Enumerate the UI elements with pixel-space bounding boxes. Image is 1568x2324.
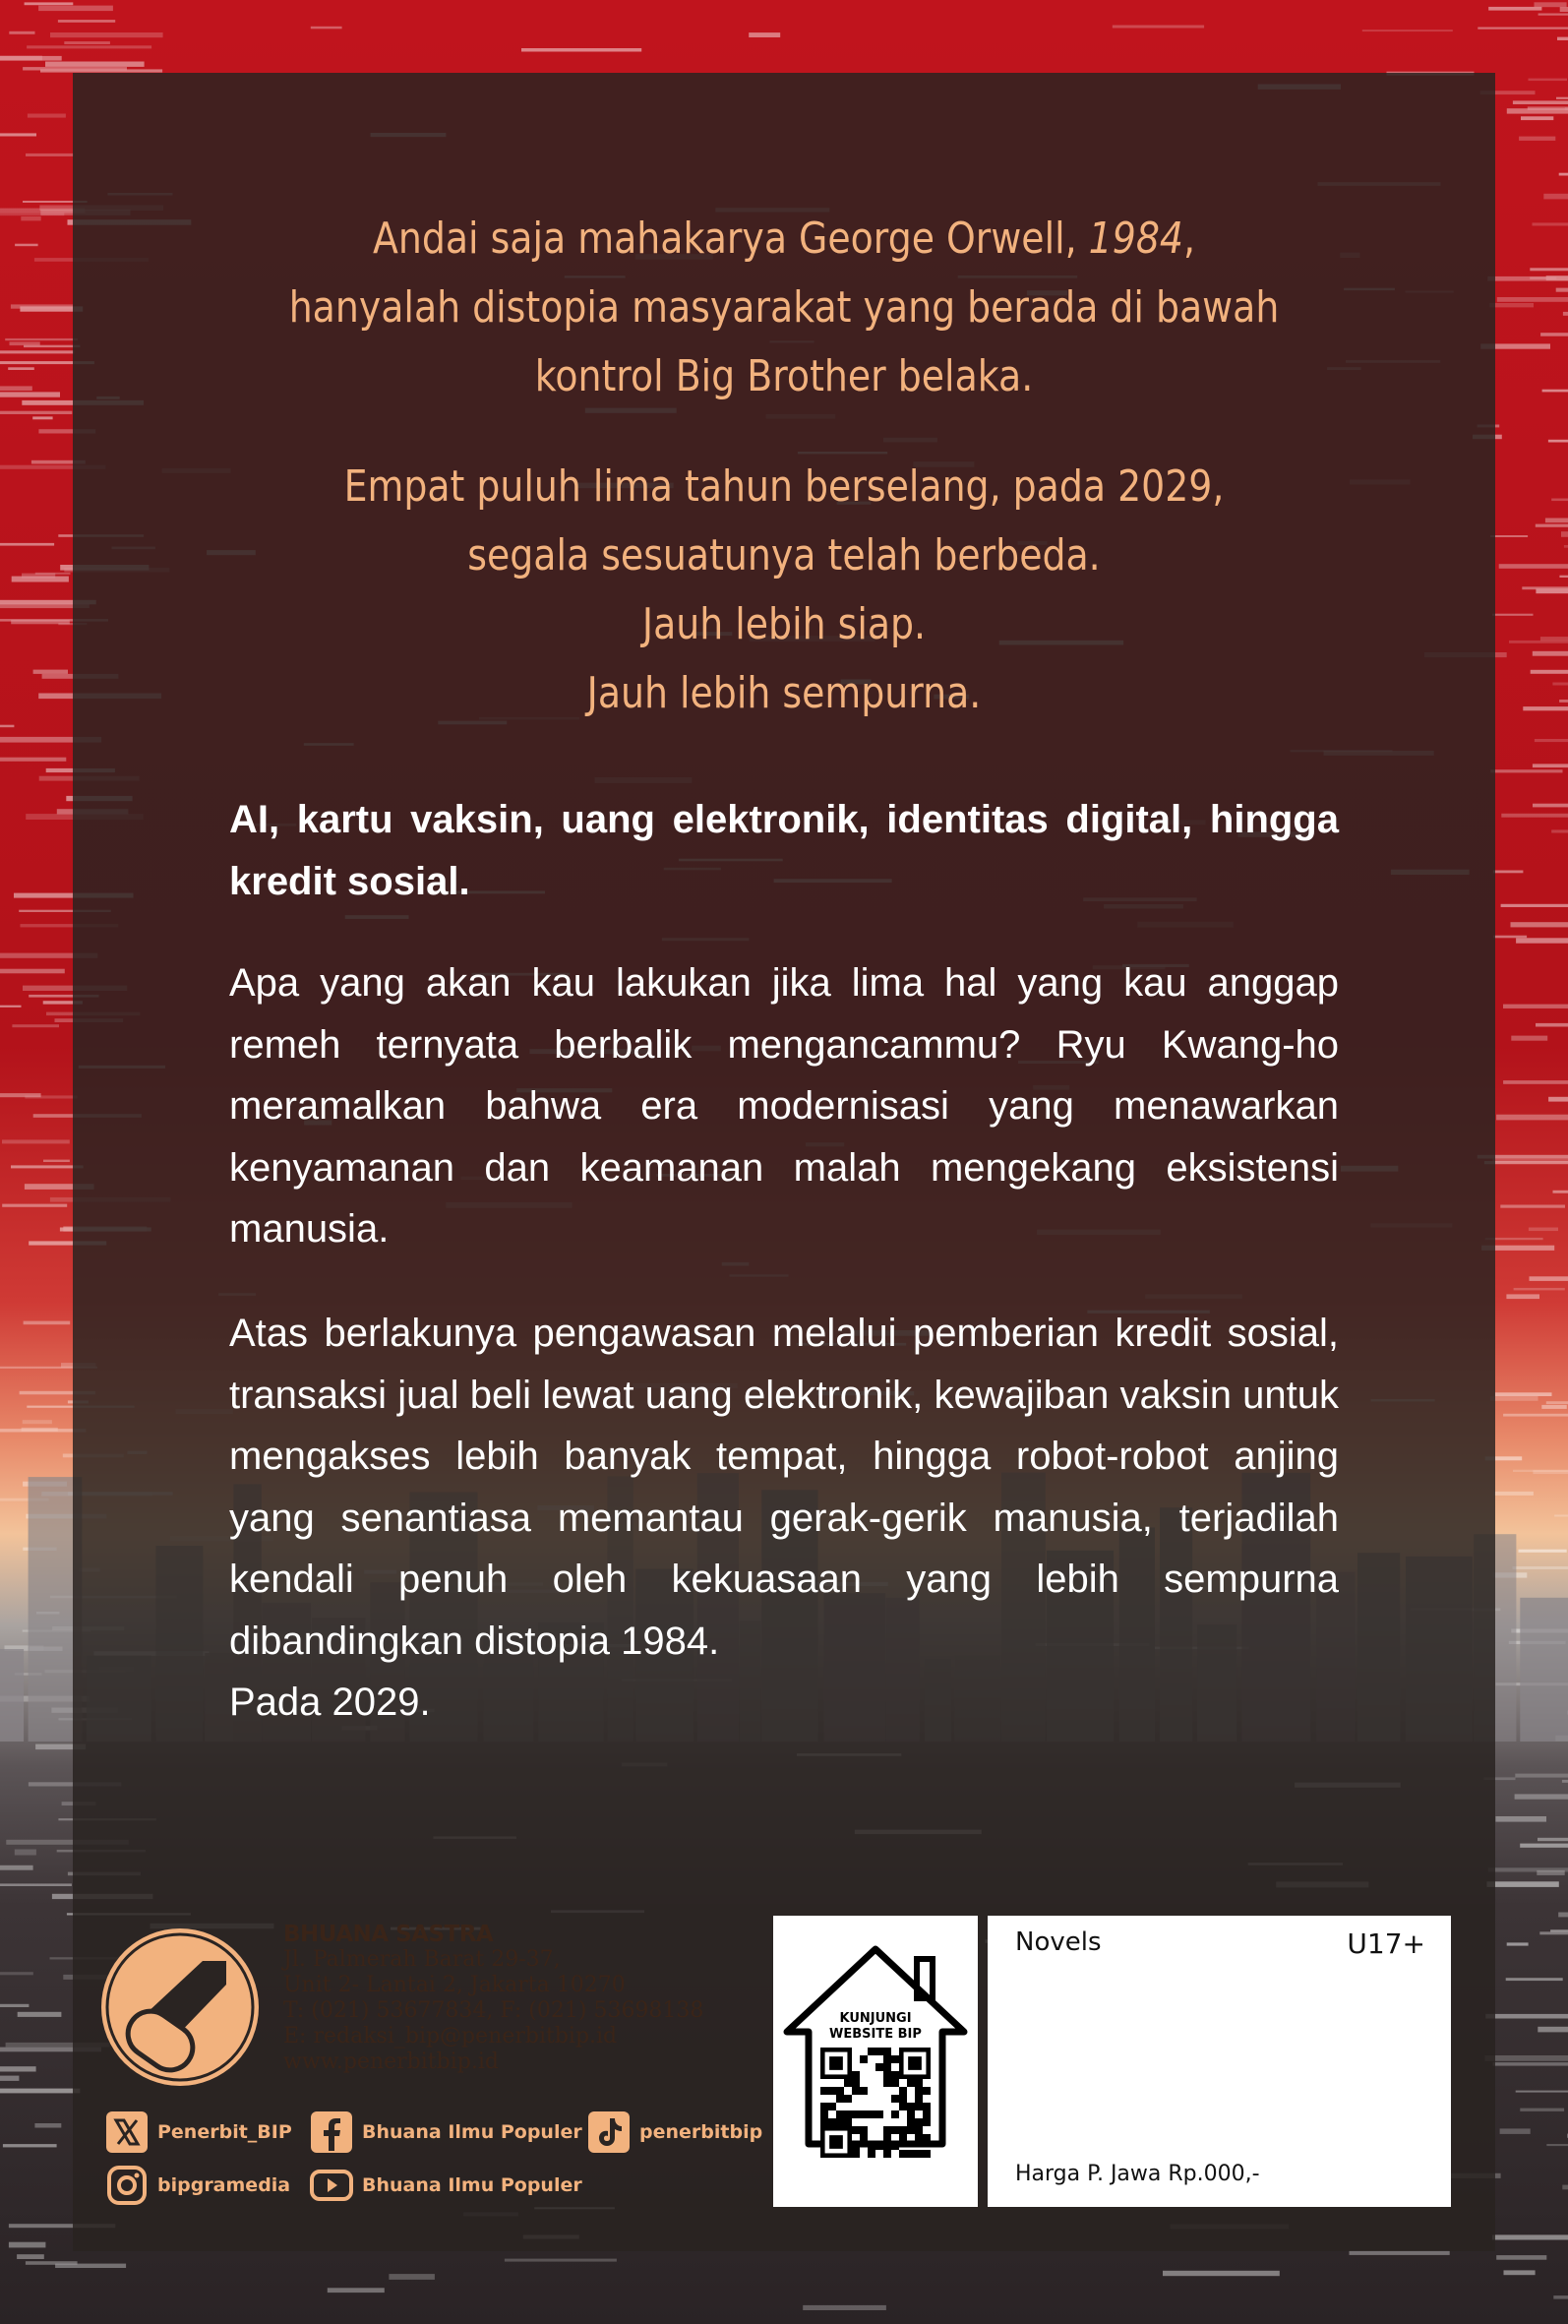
water-streak (0, 133, 36, 136)
water-streak (1519, 1550, 1567, 1553)
water-streak (1484, 2055, 1568, 2061)
water-streak (2, 1139, 70, 1143)
social-facebook-handle: Bhuana Ilmu Populer (362, 2121, 582, 2143)
social-youtube-handle: Bhuana Ilmu Populer (362, 2174, 582, 2196)
water-streak (1500, 2128, 1531, 2134)
water-streak (23, 1420, 52, 1424)
water-streak (1489, 303, 1534, 307)
water-streak (1521, 116, 1553, 120)
water-streak (1504, 2270, 1536, 2275)
intro-line-1a: Andai saja mahakarya George Orwell, (372, 214, 1089, 264)
water-streak (0, 2076, 19, 2081)
tiktok-icon (586, 2110, 632, 2155)
water-streak (1551, 829, 1568, 832)
water-streak (1511, 922, 1568, 927)
social-facebook[interactable] (309, 2110, 582, 2155)
water-streak (1163, 2271, 1280, 2276)
water-streak (1516, 938, 1568, 943)
water-streak (1536, 524, 1568, 527)
water-streak (1503, 1080, 1568, 1084)
water-streak (0, 386, 32, 391)
water-streak (1530, 268, 1568, 271)
water-streak (28, 114, 66, 118)
synopsis-text-1: Apa yang akan kau lakukan jika lima hal yang kau anggap remeh ternyata berbalik mengancammu? Ryu Kwang-ho meramalkan bahwa era modernisasi yang menawarkan kenyamanan dan keamanan malah mengekang eksistensi manusia. (229, 961, 1339, 1251)
water-streak (55, 2264, 126, 2268)
water-streak (25, 1095, 77, 1098)
water-streak (1506, 1294, 1539, 1299)
water-streak (1562, 2185, 1568, 2190)
water-streak (1113, 26, 1204, 29)
water-streak (1538, 14, 1568, 16)
social-instagram[interactable] (104, 2163, 290, 2208)
water-streak (1515, 1794, 1568, 1799)
intro-line-2: hanyalah distopia masyarakat yang berada di bawah (288, 282, 1280, 333)
water-streak (1515, 1774, 1568, 1778)
intro-line-7: Jauh lebih sempurna. (586, 668, 982, 718)
water-streak (1499, 564, 1568, 569)
water-streak (803, 2305, 886, 2310)
social-tiktok-handle: penerbitbip (639, 2121, 763, 2143)
water-streak (2, 1204, 67, 1207)
intro-line-4: Empat puluh lima tahun berselang, pada 2029, (343, 461, 1225, 512)
water-streak (0, 2066, 36, 2071)
facebook-icon (309, 2110, 354, 2155)
social-tiktok[interactable] (586, 2110, 762, 2155)
water-streak (21, 216, 40, 221)
instagram-icon (104, 2163, 150, 2208)
water-streak (15, 1850, 36, 1856)
water-streak (1548, 1097, 1568, 1102)
water-streak (1538, 2027, 1568, 2033)
water-streak (1543, 194, 1568, 200)
water-streak (1496, 2255, 1546, 2260)
water-streak (1562, 1780, 1568, 1783)
water-streak (0, 725, 14, 728)
water-streak (505, 2259, 617, 2262)
water-streak (1531, 670, 1568, 674)
water-streak (1529, 79, 1568, 82)
water-streak (0, 969, 65, 974)
water-streak (1487, 1881, 1559, 1887)
water-streak (0, 1883, 72, 1886)
genre-label: Novels (1015, 1927, 1102, 1957)
intro-line-3: kontrol Big Brother belaka. (534, 351, 1034, 401)
water-streak (1495, 1816, 1546, 1822)
water-streak (8, 367, 34, 370)
water-streak (1497, 297, 1568, 302)
publisher-address-2: Unit 2- Lantai 2, Jakarta 10270 (283, 1973, 626, 1997)
synopsis-text-2: Atas berlakunya pengawasan melalui pemberian kredit sosial, transaksi jual beli lewat uang elektronik, kewajiban vaksin untuk mengakses lebih banyak tempat, hingga robot-robot anjing yang senantiasa memantau gerak-gerik manusia, terjadilah kendali penuh oleh kekuasaan yang lebih sempurna dibandingkan distopia 1984. (229, 1312, 1339, 1663)
water-streak (1546, 2144, 1568, 2146)
water-streak (0, 1865, 33, 1870)
water-streak (1507, 108, 1568, 113)
water-streak (0, 1972, 33, 1975)
water-streak (1493, 936, 1527, 939)
water-streak (32, 416, 52, 419)
water-streak (1530, 1276, 1568, 1281)
publisher-email: E: redaksi_bip@penerbitbip.id (283, 2024, 618, 2049)
water-streak (311, 27, 342, 30)
water-streak (1539, 1931, 1568, 1934)
website-qr-box[interactable] (773, 1916, 978, 2207)
water-streak (1495, 1392, 1552, 1396)
water-streak (1533, 651, 1568, 656)
water-streak (43, 1160, 70, 1162)
water-streak (1520, 2109, 1564, 2111)
water-streak (1541, 1405, 1567, 1409)
water-streak (1516, 2091, 1568, 2093)
water-streak (1490, 535, 1528, 537)
water-streak (15, 244, 37, 247)
intro-line-1b: , (1182, 214, 1196, 264)
water-streak (1484, 1161, 1568, 1164)
water-streak (1492, 2234, 1568, 2239)
water-streak (1556, 288, 1568, 292)
intro-paragraph-2 (172, 453, 1396, 728)
water-streak (1560, 7, 1568, 12)
water-streak (1538, 1838, 1568, 1841)
water-streak (50, 32, 163, 37)
water-streak (1487, 276, 1568, 281)
water-streak (38, 6, 113, 12)
water-streak (1501, 814, 1568, 818)
water-streak (0, 350, 74, 353)
water-streak (1507, 1942, 1529, 1945)
water-streak (1545, 519, 1568, 523)
synopsis-paragraph-2 (229, 1303, 1339, 1734)
water-streak (33, 670, 68, 674)
water-streak (1503, 1414, 1568, 1417)
book-title-1984: 1984 (1088, 214, 1183, 264)
water-streak (0, 2089, 80, 2094)
publisher-website[interactable]: www.penerbitbip.id (283, 2049, 499, 2074)
water-streak (0, 2004, 29, 2007)
qr-label-line-1: KUNJUNGI (839, 2011, 912, 2026)
publisher-name: BHUANA SASTRA (283, 1922, 494, 1947)
water-streak (1509, 641, 1568, 643)
water-streak (0, 392, 60, 397)
water-streak (5, 338, 78, 340)
water-streak (0, 56, 42, 61)
water-streak (389, 2274, 435, 2280)
water-streak (1553, 2295, 1568, 2299)
water-streak (1493, 2062, 1568, 2066)
water-streak (1556, 97, 1568, 99)
water-streak (12, 1024, 59, 1027)
x-logo-icon (104, 2110, 150, 2155)
water-streak (10, 341, 40, 345)
water-streak (1533, 804, 1568, 808)
publisher-logo (96, 1924, 264, 2091)
water-streak (1563, 312, 1568, 316)
intro-line-6: Jauh lebih siap. (641, 599, 927, 649)
synopsis-text-3: Pada 2029. (229, 1681, 431, 1724)
water-streak (1537, 1870, 1564, 1875)
water-streak (1559, 576, 1568, 578)
water-streak (1503, 1005, 1568, 1009)
intro-line-5: segala sesuatunya telah berbeda. (467, 530, 1101, 581)
water-streak (1533, 222, 1568, 225)
intro-paragraph-1 (172, 205, 1396, 411)
water-streak (1513, 1470, 1568, 1472)
water-streak (1490, 1396, 1538, 1401)
water-streak (1559, 173, 1568, 176)
youtube-icon (309, 2163, 354, 2208)
water-streak (1540, 637, 1568, 641)
water-streak (1529, 1228, 1558, 1232)
water-streak (1513, 100, 1568, 104)
water-streak (1559, 700, 1568, 703)
water-streak (1488, 7, 1541, 11)
qr-label-line-2: WEBSITE BIP (829, 2027, 922, 2042)
water-streak (1558, 1913, 1568, 1918)
publisher-phone: T: (021) 53677834, F: (021) 53698138 (283, 1998, 704, 2023)
water-streak (749, 32, 780, 37)
tagline (229, 789, 1339, 912)
water-streak (1511, 1036, 1547, 1041)
water-streak (9, 2242, 46, 2248)
water-streak (1564, 545, 1568, 548)
book-info-box (988, 1916, 1451, 2207)
social-youtube[interactable] (309, 2163, 582, 2208)
price-label: Harga P. Jawa Rp.000,- (1015, 2162, 1260, 2186)
social-x-handle: Penerbit_BIP (157, 2121, 292, 2143)
water-streak (64, 41, 110, 44)
water-streak (22, 574, 55, 579)
water-streak (1546, 1401, 1568, 1404)
water-streak (1493, 1492, 1534, 1496)
house-qr-icon (773, 1916, 978, 2207)
water-streak (11, 304, 73, 308)
water-streak (27, 45, 151, 48)
water-streak (1362, 30, 1453, 31)
water-streak (1550, 1929, 1568, 1931)
water-streak (0, 411, 72, 414)
water-streak (1553, 1191, 1568, 1193)
water-streak (0, 1006, 22, 1008)
water-streak (1478, 28, 1568, 30)
water-streak (1523, 706, 1568, 710)
water-streak (1548, 440, 1568, 443)
publisher-address-1: Jl. Palmerah Barat 29-37, (283, 1947, 561, 1972)
age-rating: U17+ (1347, 1927, 1425, 1960)
tagline-text: AI, kartu vaksin, uang elektronik, identitas digital, hingga kredit sosial. (229, 798, 1339, 903)
water-streak (1493, 871, 1524, 874)
water-streak (1535, 2, 1567, 7)
water-streak (1501, 904, 1568, 907)
water-streak (0, 758, 66, 762)
water-streak (1561, 531, 1568, 537)
water-streak (1557, 37, 1568, 40)
water-streak (1536, 1023, 1568, 1027)
water-streak (0, 543, 54, 546)
water-streak (1551, 499, 1568, 502)
water-streak (1522, 586, 1568, 589)
water-streak (0, 213, 64, 215)
water-streak (26, 153, 74, 156)
water-streak (1500, 1205, 1565, 1208)
social-instagram-handle: bipgramedia (157, 2174, 291, 2196)
water-streak (1540, 333, 1568, 336)
water-streak (9, 31, 34, 34)
water-streak (34, 2123, 61, 2128)
water-streak (1492, 614, 1534, 616)
water-streak (1520, 1844, 1568, 1848)
water-streak (18, 2012, 62, 2017)
water-streak (1506, 1978, 1563, 1981)
skyline-building (1520, 1598, 1568, 1742)
water-streak (25, 2, 74, 5)
water-streak (3, 2144, 57, 2147)
water-streak (1554, 1515, 1568, 1517)
water-streak (1490, 769, 1562, 772)
water-streak (1535, 739, 1568, 742)
water-streak (24, 345, 80, 347)
water-streak (1533, 764, 1568, 767)
water-streak (17, 2254, 44, 2259)
water-streak (1542, 390, 1568, 393)
social-x[interactable] (104, 2110, 292, 2155)
water-streak (1519, 137, 1555, 141)
skyline-building (0, 1649, 24, 1742)
water-streak (1496, 1115, 1568, 1121)
water-streak (1514, 1288, 1565, 1291)
water-streak (1552, 683, 1568, 686)
synopsis-paragraph-1 (229, 952, 1339, 1260)
water-streak (328, 2288, 385, 2293)
water-streak (58, 20, 115, 23)
water-streak (45, 62, 145, 67)
publisher-info (283, 1922, 703, 2075)
water-streak (1485, 2014, 1568, 2019)
water-streak (521, 48, 641, 52)
water-streak (24, 1321, 71, 1325)
water-streak (1513, 1566, 1568, 1569)
